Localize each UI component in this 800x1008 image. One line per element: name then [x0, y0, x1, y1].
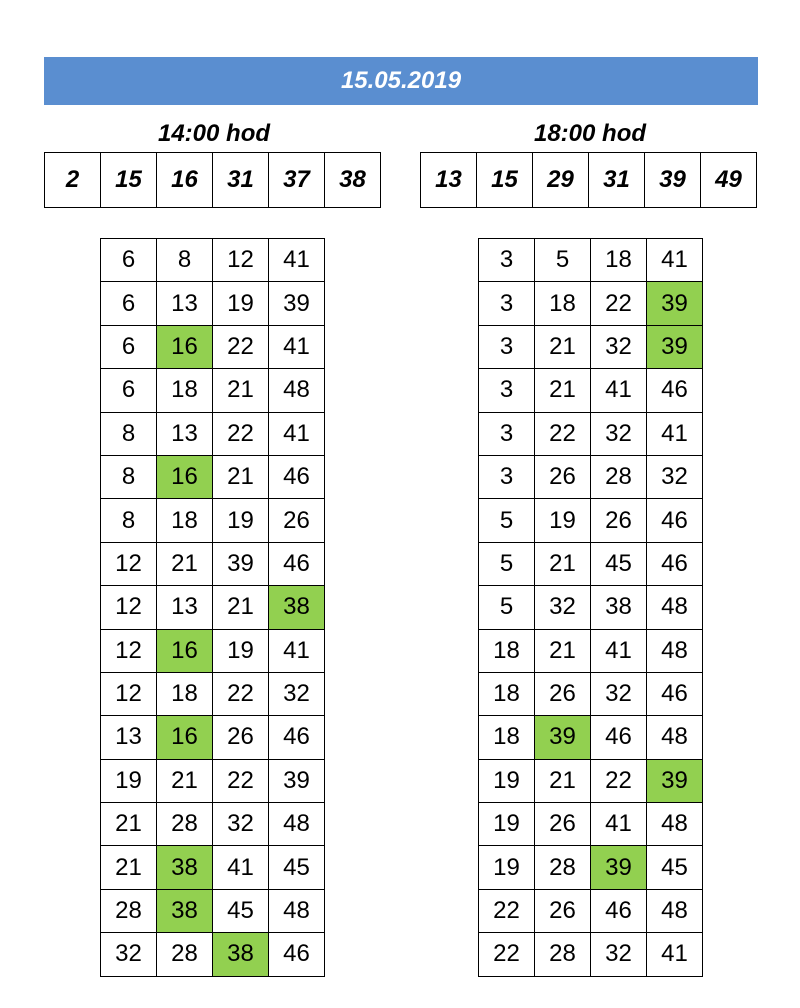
ticket-row	[479, 629, 703, 672]
drawn-number: 49	[701, 153, 757, 208]
ticket-number: 22	[213, 672, 269, 715]
ticket-number: 41	[647, 239, 703, 282]
ticket-number: 26	[535, 803, 591, 846]
ticket-number: 5	[479, 499, 535, 542]
ticket-row	[479, 803, 703, 846]
ticket-number: 12	[213, 239, 269, 282]
ticket-number: 41	[269, 239, 325, 282]
ticket-number: 45	[591, 542, 647, 585]
ticket-row	[101, 282, 325, 325]
ticket-row	[101, 846, 325, 889]
drawn-number: 29	[533, 153, 589, 208]
ticket-number: 28	[101, 889, 157, 932]
ticket-number: 26	[535, 455, 591, 498]
ticket-number: 46	[269, 716, 325, 759]
ticket-number: 32	[213, 803, 269, 846]
ticket-number-hit: 16	[157, 455, 213, 498]
ticket-number-hit: 38	[157, 846, 213, 889]
ticket-row	[101, 672, 325, 715]
ticket-row	[101, 239, 325, 282]
ticket-number: 46	[269, 455, 325, 498]
ticket-number: 3	[479, 412, 535, 455]
tickets-table-1400	[100, 238, 325, 977]
ticket-number: 12	[101, 542, 157, 585]
ticket-number: 21	[157, 542, 213, 585]
ticket-number: 39	[269, 282, 325, 325]
ticket-number: 8	[101, 455, 157, 498]
ticket-number: 46	[591, 716, 647, 759]
ticket-number: 18	[479, 672, 535, 715]
ticket-number: 21	[213, 369, 269, 412]
drawn-number: 31	[213, 153, 269, 208]
ticket-number: 21	[535, 759, 591, 802]
ticket-number: 22	[213, 412, 269, 455]
ticket-number: 28	[157, 803, 213, 846]
ticket-number: 32	[591, 672, 647, 715]
ticket-number: 6	[101, 239, 157, 282]
ticket-number: 18	[479, 716, 535, 759]
ticket-number: 8	[101, 499, 157, 542]
ticket-row	[479, 369, 703, 412]
ticket-number: 18	[479, 629, 535, 672]
date-header: 15.05.2019	[44, 57, 758, 105]
ticket-row	[479, 933, 703, 976]
ticket-row	[101, 455, 325, 498]
ticket-number: 38	[591, 586, 647, 629]
ticket-number: 46	[269, 542, 325, 585]
ticket-number: 39	[269, 759, 325, 802]
drawn-number: 15	[101, 153, 157, 208]
ticket-row	[101, 369, 325, 412]
ticket-number: 13	[157, 412, 213, 455]
ticket-number: 28	[535, 846, 591, 889]
ticket-row	[101, 803, 325, 846]
ticket-number: 18	[591, 239, 647, 282]
ticket-number: 32	[647, 455, 703, 498]
ticket-number: 48	[647, 803, 703, 846]
tickets-table-1800	[478, 238, 703, 977]
ticket-number-hit: 16	[157, 629, 213, 672]
ticket-number: 21	[213, 455, 269, 498]
ticket-number: 13	[157, 586, 213, 629]
ticket-number: 18	[535, 282, 591, 325]
ticket-number: 18	[157, 369, 213, 412]
ticket-number: 41	[269, 412, 325, 455]
ticket-number-hit: 39	[591, 846, 647, 889]
ticket-number: 19	[213, 629, 269, 672]
ticket-number: 46	[647, 542, 703, 585]
ticket-row	[479, 846, 703, 889]
ticket-row	[479, 672, 703, 715]
ticket-number: 41	[591, 803, 647, 846]
ticket-number: 3	[479, 282, 535, 325]
session-title-1400: 14:00 hod	[157, 120, 271, 147]
ticket-number: 39	[213, 542, 269, 585]
ticket-number: 26	[535, 672, 591, 715]
drawn-number: 38	[325, 153, 381, 208]
ticket-row	[101, 586, 325, 629]
ticket-number: 46	[647, 499, 703, 542]
drawn-numbers-1400	[44, 152, 381, 208]
ticket-number: 48	[269, 369, 325, 412]
ticket-row	[479, 889, 703, 932]
ticket-number: 48	[647, 889, 703, 932]
ticket-number: 41	[213, 846, 269, 889]
drawn-number: 37	[269, 153, 325, 208]
ticket-number: 48	[647, 716, 703, 759]
ticket-number: 32	[591, 933, 647, 976]
ticket-number: 19	[479, 846, 535, 889]
ticket-number: 28	[591, 455, 647, 498]
ticket-number: 21	[535, 629, 591, 672]
ticket-row	[101, 629, 325, 672]
ticket-number: 19	[101, 759, 157, 802]
ticket-number: 48	[647, 629, 703, 672]
ticket-number: 28	[535, 933, 591, 976]
ticket-number-hit: 38	[269, 586, 325, 629]
ticket-number: 21	[101, 803, 157, 846]
ticket-number: 48	[269, 803, 325, 846]
ticket-row	[101, 933, 325, 976]
session-title-1800: 18:00 hod	[533, 120, 647, 147]
ticket-row	[101, 499, 325, 542]
ticket-number: 6	[101, 369, 157, 412]
ticket-number: 8	[101, 412, 157, 455]
ticket-number: 13	[157, 282, 213, 325]
ticket-row	[479, 282, 703, 325]
ticket-number: 46	[269, 933, 325, 976]
drawn-number: 39	[645, 153, 701, 208]
ticket-number: 22	[591, 282, 647, 325]
ticket-row	[479, 412, 703, 455]
ticket-number: 13	[101, 716, 157, 759]
ticket-number: 12	[101, 629, 157, 672]
ticket-number: 8	[157, 239, 213, 282]
ticket-number: 26	[213, 716, 269, 759]
ticket-number: 26	[535, 889, 591, 932]
ticket-row	[479, 716, 703, 759]
ticket-number: 48	[269, 889, 325, 932]
ticket-number: 26	[591, 499, 647, 542]
drawn-numbers-1800	[420, 152, 757, 208]
drawn-number: 16	[157, 153, 213, 208]
ticket-row	[479, 586, 703, 629]
ticket-row	[479, 239, 703, 282]
ticket-row	[479, 499, 703, 542]
ticket-number: 5	[479, 542, 535, 585]
drawn-row	[45, 153, 381, 208]
ticket-number-hit: 39	[647, 282, 703, 325]
ticket-number: 12	[101, 586, 157, 629]
ticket-number: 18	[157, 672, 213, 715]
ticket-number: 22	[213, 759, 269, 802]
ticket-number: 48	[647, 586, 703, 629]
ticket-row	[479, 325, 703, 368]
ticket-number-hit: 16	[157, 325, 213, 368]
ticket-number: 19	[213, 282, 269, 325]
ticket-number: 41	[591, 629, 647, 672]
ticket-number: 46	[647, 369, 703, 412]
drawn-number: 13	[421, 153, 477, 208]
ticket-row	[101, 325, 325, 368]
ticket-number-hit: 39	[647, 325, 703, 368]
ticket-number: 3	[479, 369, 535, 412]
ticket-number: 45	[269, 846, 325, 889]
ticket-number: 28	[157, 933, 213, 976]
ticket-number: 45	[647, 846, 703, 889]
ticket-number: 21	[101, 846, 157, 889]
ticket-number: 32	[591, 412, 647, 455]
ticket-row	[101, 889, 325, 932]
ticket-number: 6	[101, 282, 157, 325]
ticket-number: 22	[591, 759, 647, 802]
ticket-number: 21	[535, 325, 591, 368]
ticket-number: 45	[213, 889, 269, 932]
ticket-number: 12	[101, 672, 157, 715]
ticket-number: 22	[213, 325, 269, 368]
ticket-number: 41	[269, 325, 325, 368]
ticket-number: 3	[479, 239, 535, 282]
ticket-number-hit: 39	[647, 759, 703, 802]
ticket-number: 21	[157, 759, 213, 802]
ticket-number: 5	[479, 586, 535, 629]
drawn-number: 31	[589, 153, 645, 208]
ticket-number: 46	[647, 672, 703, 715]
ticket-number: 21	[213, 586, 269, 629]
ticket-number: 41	[647, 933, 703, 976]
ticket-number: 41	[647, 412, 703, 455]
ticket-row	[101, 412, 325, 455]
ticket-row	[479, 455, 703, 498]
ticket-number-hit: 38	[157, 889, 213, 932]
ticket-number: 19	[213, 499, 269, 542]
ticket-number: 41	[269, 629, 325, 672]
drawn-number: 2	[45, 153, 101, 208]
drawn-row	[421, 153, 757, 208]
ticket-number: 6	[101, 325, 157, 368]
ticket-number-hit: 38	[213, 933, 269, 976]
ticket-number: 19	[479, 759, 535, 802]
ticket-row	[479, 542, 703, 585]
ticket-number: 3	[479, 325, 535, 368]
ticket-number: 32	[101, 933, 157, 976]
ticket-row	[101, 759, 325, 802]
drawn-number: 15	[477, 153, 533, 208]
ticket-number: 19	[535, 499, 591, 542]
ticket-number-hit: 39	[535, 716, 591, 759]
ticket-number: 22	[535, 412, 591, 455]
ticket-number: 21	[535, 369, 591, 412]
ticket-number: 19	[479, 803, 535, 846]
ticket-number: 32	[269, 672, 325, 715]
ticket-row	[101, 542, 325, 585]
ticket-number: 32	[535, 586, 591, 629]
ticket-number: 26	[269, 499, 325, 542]
ticket-number: 21	[535, 542, 591, 585]
ticket-number: 22	[479, 889, 535, 932]
ticket-number: 18	[157, 499, 213, 542]
ticket-number-hit: 16	[157, 716, 213, 759]
ticket-number: 3	[479, 455, 535, 498]
ticket-number: 41	[591, 369, 647, 412]
ticket-number: 22	[479, 933, 535, 976]
ticket-row	[479, 759, 703, 802]
ticket-number: 46	[591, 889, 647, 932]
ticket-row	[101, 716, 325, 759]
ticket-number: 5	[535, 239, 591, 282]
ticket-number: 32	[591, 325, 647, 368]
